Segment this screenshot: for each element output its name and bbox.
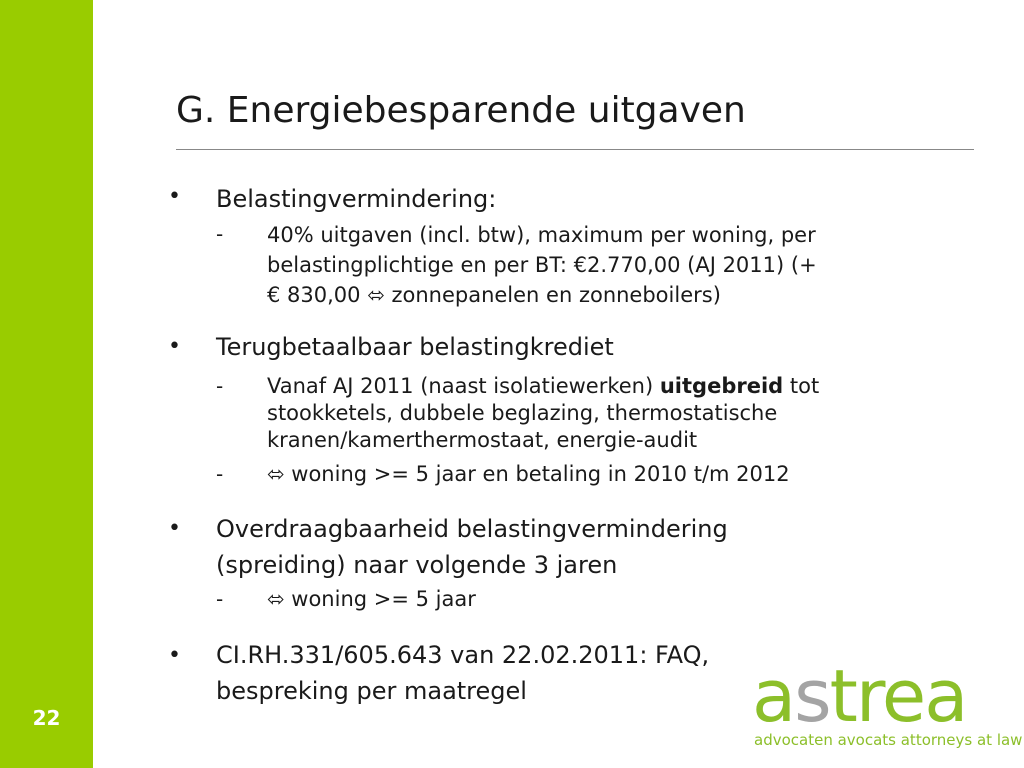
- logo-letters: trea: [829, 654, 967, 738]
- page-number: 22: [32, 706, 61, 730]
- sub-line: belastingplichtige en per BT: €2.770,00 (AJ 2011) (+: [267, 253, 817, 277]
- bullet-1-text: Belastingvermindering:: [216, 185, 497, 213]
- bullet-1-sub-1: [267, 220, 817, 310]
- dash-glyph: -: [216, 462, 224, 486]
- dash-glyph: -: [216, 374, 224, 398]
- sub-line: stookketels, dubbele beglazing, thermostatische: [267, 401, 778, 425]
- slide-title: G. Energiebesparende uitgaven: [176, 90, 746, 131]
- sub-line: € 830,00 ⬄ zonnepanelen en zonneboilers): [267, 283, 721, 307]
- bullet-glyph: •: [168, 184, 181, 209]
- title-divider: [176, 149, 974, 150]
- bullet-2-sub-1: [267, 373, 819, 454]
- dash-glyph: -: [216, 222, 224, 246]
- logo-tagline: advocaten avocats attorneys at law: [754, 731, 1023, 749]
- bullet-3-sub-1: ⬄ woning >= 5 jaar: [267, 587, 476, 611]
- bullet-4-text: [216, 637, 709, 709]
- emphasis-text: uitgebreid: [659, 374, 784, 398]
- bullet-line: Overdraagbaarheid belastingvermindering: [216, 515, 728, 543]
- sub-text: Vanaf AJ 2011 (naast isolatiewerken): [267, 374, 660, 398]
- bullet-3-text: [216, 511, 728, 583]
- bullet-glyph: •: [168, 643, 181, 668]
- bullet-glyph: •: [168, 334, 181, 359]
- bullet-line: bespreking per maatregel: [216, 677, 527, 705]
- sub-line: kranen/kamerthermostaat, energie-audit: [267, 428, 698, 452]
- astrea-logo: [752, 656, 966, 736]
- sub-line: [267, 373, 819, 400]
- bullet-line: CI.RH.331/605.643 van 22.02.2011: FAQ,: [216, 641, 710, 669]
- sidebar-accent-bar: [0, 0, 93, 768]
- logo-letter: a: [752, 654, 795, 738]
- bullet-2-text: Terugbetaalbaar belastingkrediet: [216, 333, 614, 361]
- dash-glyph: -: [216, 587, 224, 611]
- sub-line: 40% uitgaven (incl. btw), maximum per woning, per: [267, 223, 816, 247]
- bullet-2-sub-2: ⬄ woning >= 5 jaar en betaling in 2010 t/m 2012: [267, 462, 790, 486]
- logo-letter: s: [794, 654, 830, 738]
- sub-text: tot: [783, 374, 820, 398]
- bullet-glyph: •: [168, 516, 181, 541]
- bullet-line: (spreiding) naar volgende 3 jaren: [216, 551, 618, 579]
